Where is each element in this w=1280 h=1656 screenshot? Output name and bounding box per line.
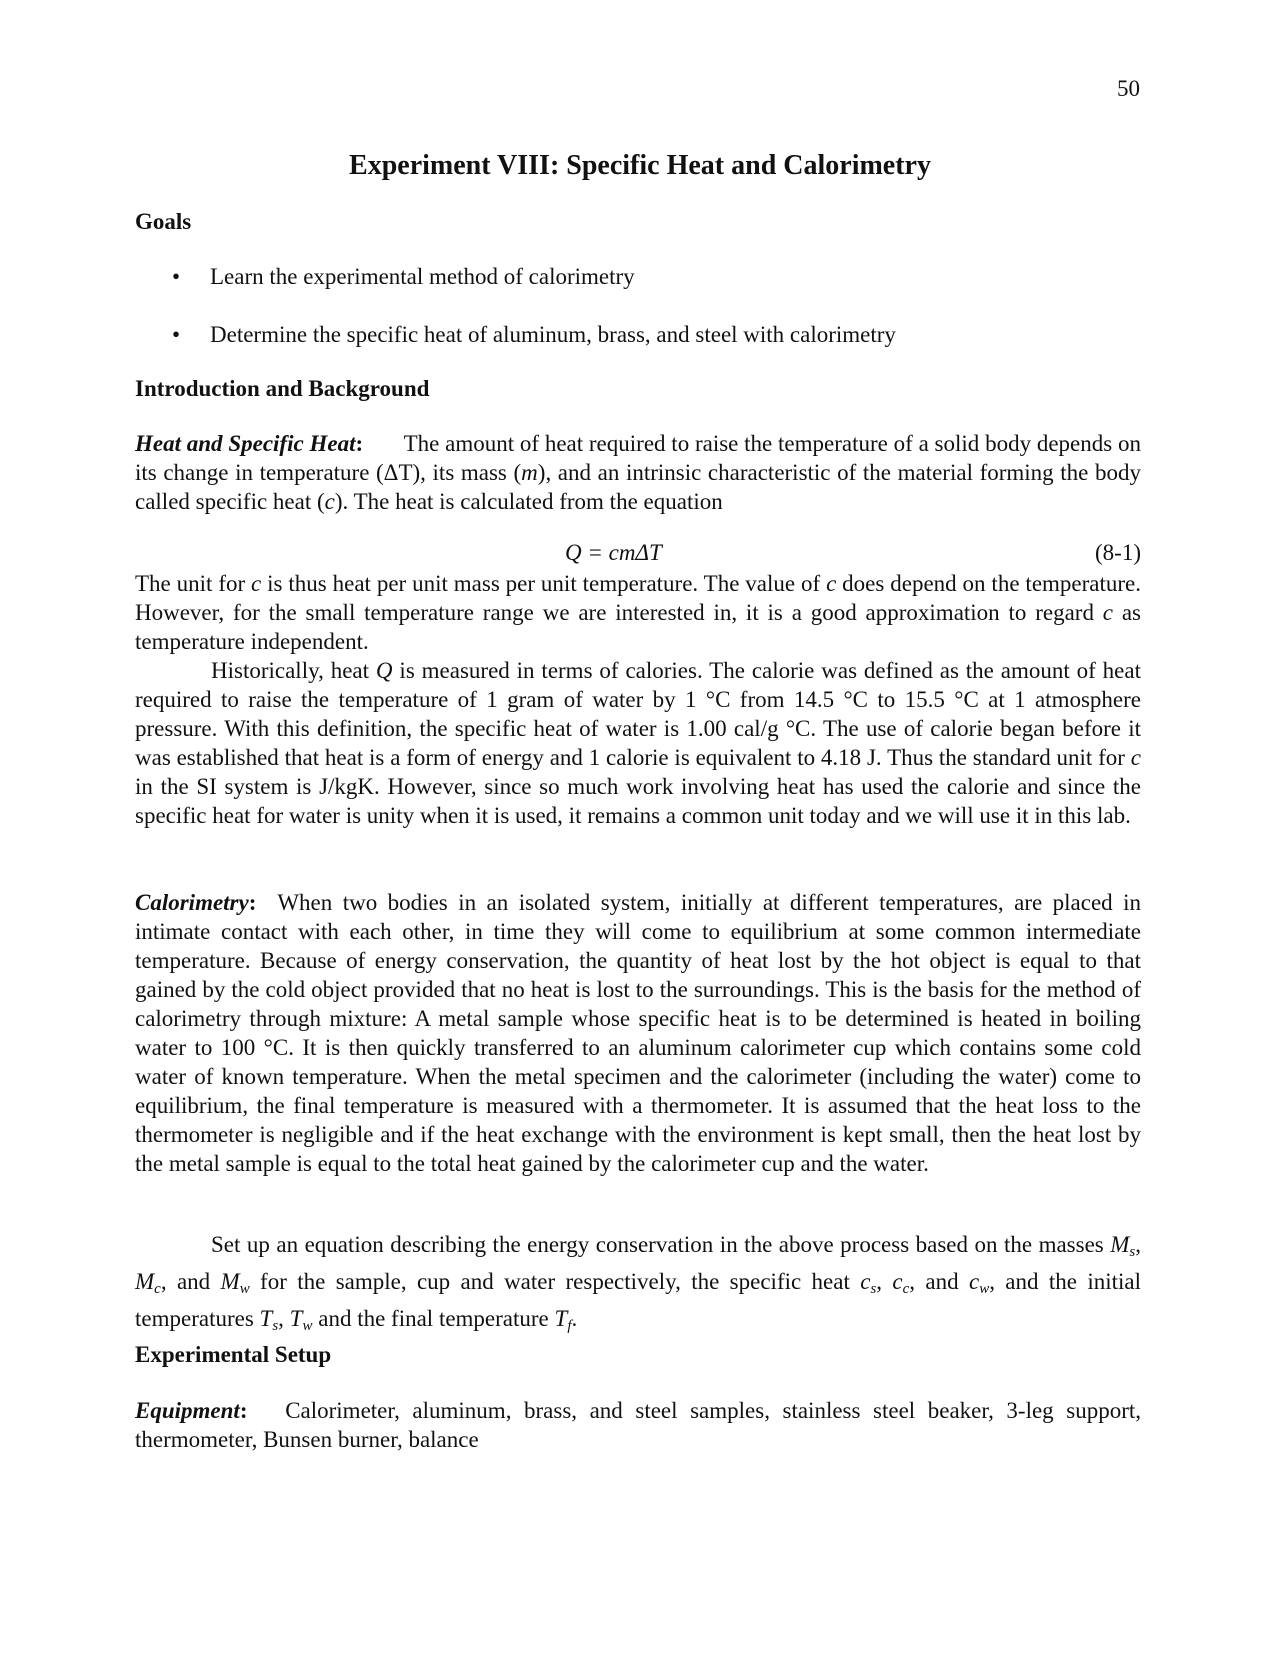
goals-heading: Goals <box>135 209 192 234</box>
intro-heading: Introduction and Background <box>135 376 430 401</box>
heat-label: Heat and Specific Heat <box>135 431 356 456</box>
equation-8-1 <box>135 540 1141 569</box>
setup-equation-paragraph: Set up an equation describing the energy conservation in the above process based on the masses $M_s$, $M_c$, and $M_w$ for the sample, cup and water respectively, the specific heat $c_s$, $c_c$, and $c_w$, and the initial temperatures $T_s$, $T_w$ and the final temperature $T_f$. <box>135 1232 1141 1334</box>
calorimetry-label: Calorimetry <box>135 890 249 915</box>
equipment-label: Equipment <box>135 1398 240 1423</box>
unit-paragraph: The unit for c is thus heat per unit mass per unit temperature. The value of c does depend on the temperature. However, for the small temperature range we are interested in, it is a good approximation to regard c as temperature independent. <box>135 571 1142 654</box>
goal-text: Determine the specific heat of aluminum, brass, and steel with calorimetry <box>210 322 896 347</box>
goal-text: Learn the experimental method of calorimetry <box>210 264 635 289</box>
bullet-icon: • <box>172 322 181 347</box>
page-title: Experiment VIII: Specific Heat and Calorimetry <box>349 150 931 181</box>
goal-item <box>172 264 635 290</box>
page-number: 50 <box>1117 76 1140 101</box>
heat-paragraph: Heat and Specific Heat: The amount of heat required to raise the temperature of a solid body depends on its change in temperature (ΔT), its mass (m), and an intrinsic characteristic of the material forming the body called specific heat (c). The heat is calculated from the equation <box>135 431 1141 514</box>
experimental-setup-heading: Experimental Setup <box>135 1342 332 1367</box>
bullet-icon: • <box>172 264 181 289</box>
equation-body: Q = cmΔT <box>565 540 662 565</box>
calorimetry-paragraph: Calorimetry: When two bodies in an isolated system, initially at different temperatures, are placed in intimate contact with each other, in time they will come to equilibrium at some common intermediate temperature. Because of energy conservation, the quantity of heat lost by the hot object is equal to that gained by the cold object provided that no heat is lost to the surroundings. This is the basis for the method of calorimetry through mixture: A metal sample whose specific heat is to be determined is heated in boiling water to 100 °C. It is then quickly transferred to an aluminum calorimeter cup which contains some cold water of known temperature. When the metal specimen and the calorimeter (including the water) come to equilibrium, the final temperature is measured with a thermometer. It is assumed that the heat loss to the thermometer is negligible and if the heat exchange with the environment is kept small, then the heat lost by the metal sample is equal to the total heat gained by the calorimeter cup and the water. <box>135 890 1142 1176</box>
equation-number: (8-1) <box>1095 540 1141 565</box>
history-paragraph: Historically, heat Q is measured in terms of calories. The calorie was defined as the amount of heat required to raise the temperature of 1 gram of water by 1 °C from 14.5 °C to 15.5 °C at 1 atmosphere pressure. With this definition, the specific heat of water is 1.00 cal/g °C. The use of calorie began before it was established that heat is a form of energy and 1 calorie is equivalent to 4.18 J. Thus the standard unit for c in the SI system is J/kgK. However, since so much work involving heat has used the calorie and since the specific heat for water is unity when it is used, it remains a common unit today and we will use it in this lab. <box>135 658 1141 828</box>
equipment-paragraph: Equipment: Calorimeter, aluminum, brass, and steel samples, stainless steel beaker, 3-leg support, thermometer, Bunsen burner, balance <box>135 1398 1141 1452</box>
goal-item <box>172 322 896 348</box>
